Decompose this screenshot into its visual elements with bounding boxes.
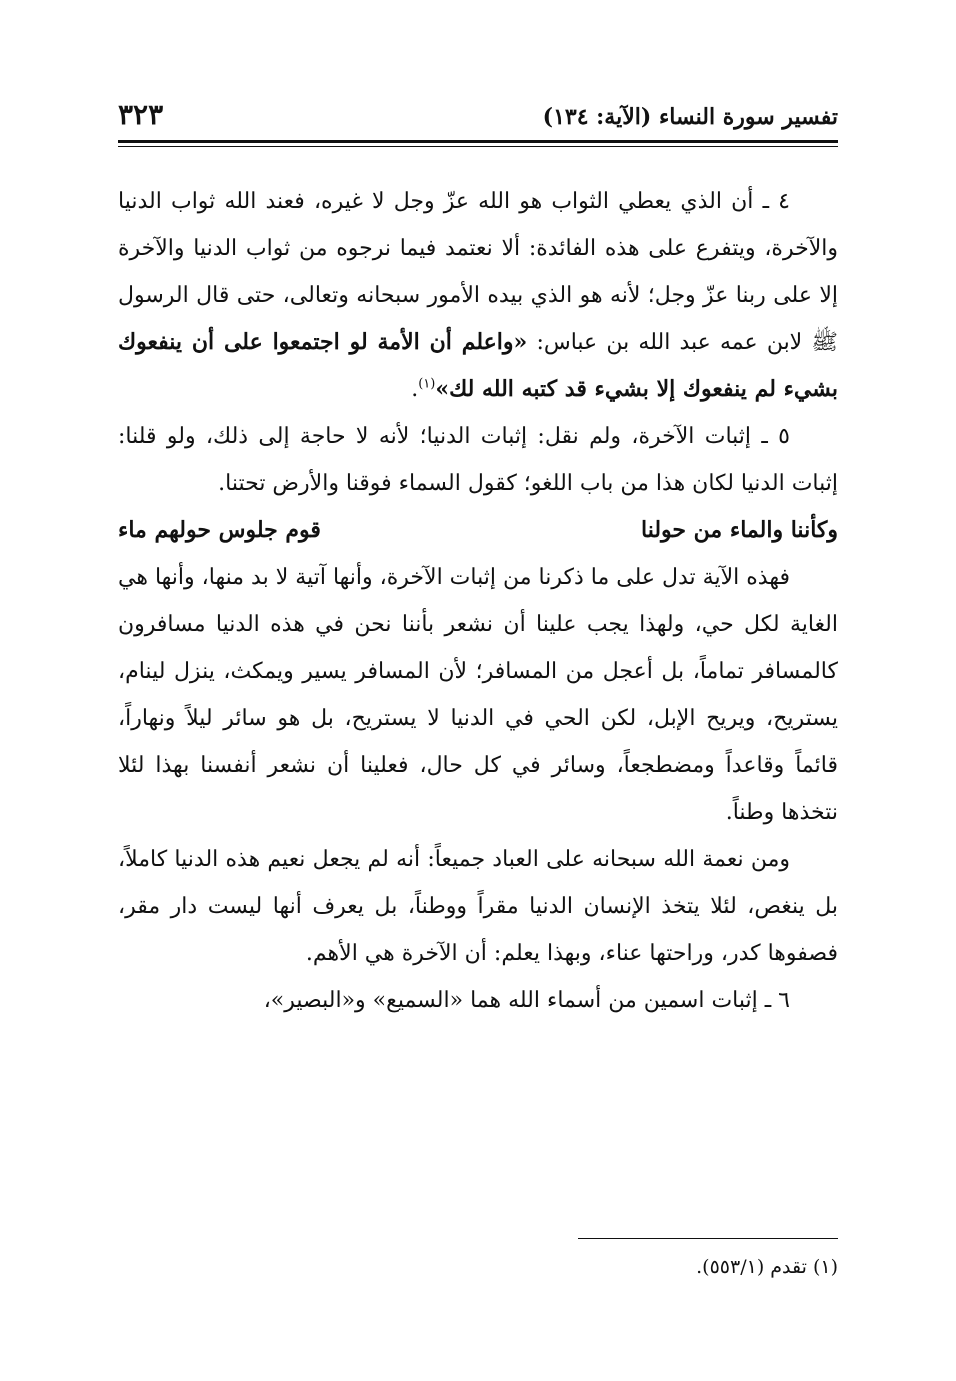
- sentence-end: .: [411, 377, 419, 402]
- paragraph-point-4: [118, 178, 838, 413]
- running-title: تفسير سورة النساء (الآية: ١٣٤): [542, 104, 838, 130]
- verse-second-hemistich: قوم جلوس حولهم ماء: [118, 517, 321, 543]
- paragraph-point-5: ٥ ـ إثبات الآخرة، ولم نقل: إثبات الدنيا؛ لأنه لا حاجة إلى ذلك، ولو قلنا: إثبات الدنيا لكان هذا من باب اللغو؛ كقول السماء فوقنا والأرض تحتنا.: [118, 424, 838, 496]
- verse-first-hemistich: وكأننا والماء من حولنا: [641, 517, 838, 543]
- main-text: [118, 178, 838, 1024]
- paragraph-blessing: ومن نعمة الله سبحانه على العباد جميعاً: أنه لم يجعل نعيم هذه الدنيا كاملاً، بل ينغص، لئلا يتخذ الإنسان الدنيا مقراً ووطناً، بل يعرف أنها ليست دار مقر، فصفوها كدر، وراحتها عناء، وبهذا يعلم: أن الآخرة هي الأهم.: [118, 847, 838, 966]
- header-rule-thin: [118, 146, 838, 147]
- paragraph-commentary: فهذه الآية تدل على ما ذكرنا من إثبات الآخرة، وأنها آتية لا بد منها، وأنها هي الغاية لكل حي، ولهذا يجب علينا أن نشعر بأننا نحن في هذه الدنيا مسافرون كالمسافر تماماً، بل أعجل من المسافر؛ لأن المسافر يسير ويمكث، ينزل لينام، يستريح، ويريح الإبل، لكن الحي في الدنيا لا يستريح، بل هو سائر ليلاً ونهاراً، قائماً وقاعداً ومضطجعاً، وسائر في كل حال، فعلينا أن نشعر أنفسنا بهذا لئلا نتخذها وطناً.: [118, 565, 838, 825]
- footnote: (١) تقدم (٥٥٣/١).: [696, 1256, 838, 1278]
- header-rule-thick: [118, 140, 838, 143]
- poetry-verse: [118, 507, 838, 554]
- hadith-quote: «واعلم أن الأمة لو اجتمعوا على أن ينفعوك بشيء لم ينفعوك إلا بشيء قد كتبه الله لك»: [118, 329, 838, 402]
- paragraph-point-6: ٦ ـ إثبات اسمين من أسماء الله هما «السميع» و«البصير»،: [263, 988, 790, 1013]
- page-header: [118, 98, 838, 142]
- footnote-separator: [578, 1238, 838, 1239]
- page-number: ٣٢٣: [118, 98, 164, 131]
- paragraph-text: ٤ ـ أن الذي يعطي الثواب هو الله عزّ وجل لا غيره، فعند الله ثواب الدنيا والآخرة، ويتفرع على هذه الفائدة: ألا نعتمد فيما نرجوه من ثواب الدنيا والآخرة إلا على ربنا عزّ وجل؛ لأنه هو الذي بيده الأمور سبحانه وتعالى، حتى قال الرسول ﷺ لابن عمه عبد الله بن عباس:: [118, 189, 838, 355]
- footnote-reference: (١): [418, 376, 436, 392]
